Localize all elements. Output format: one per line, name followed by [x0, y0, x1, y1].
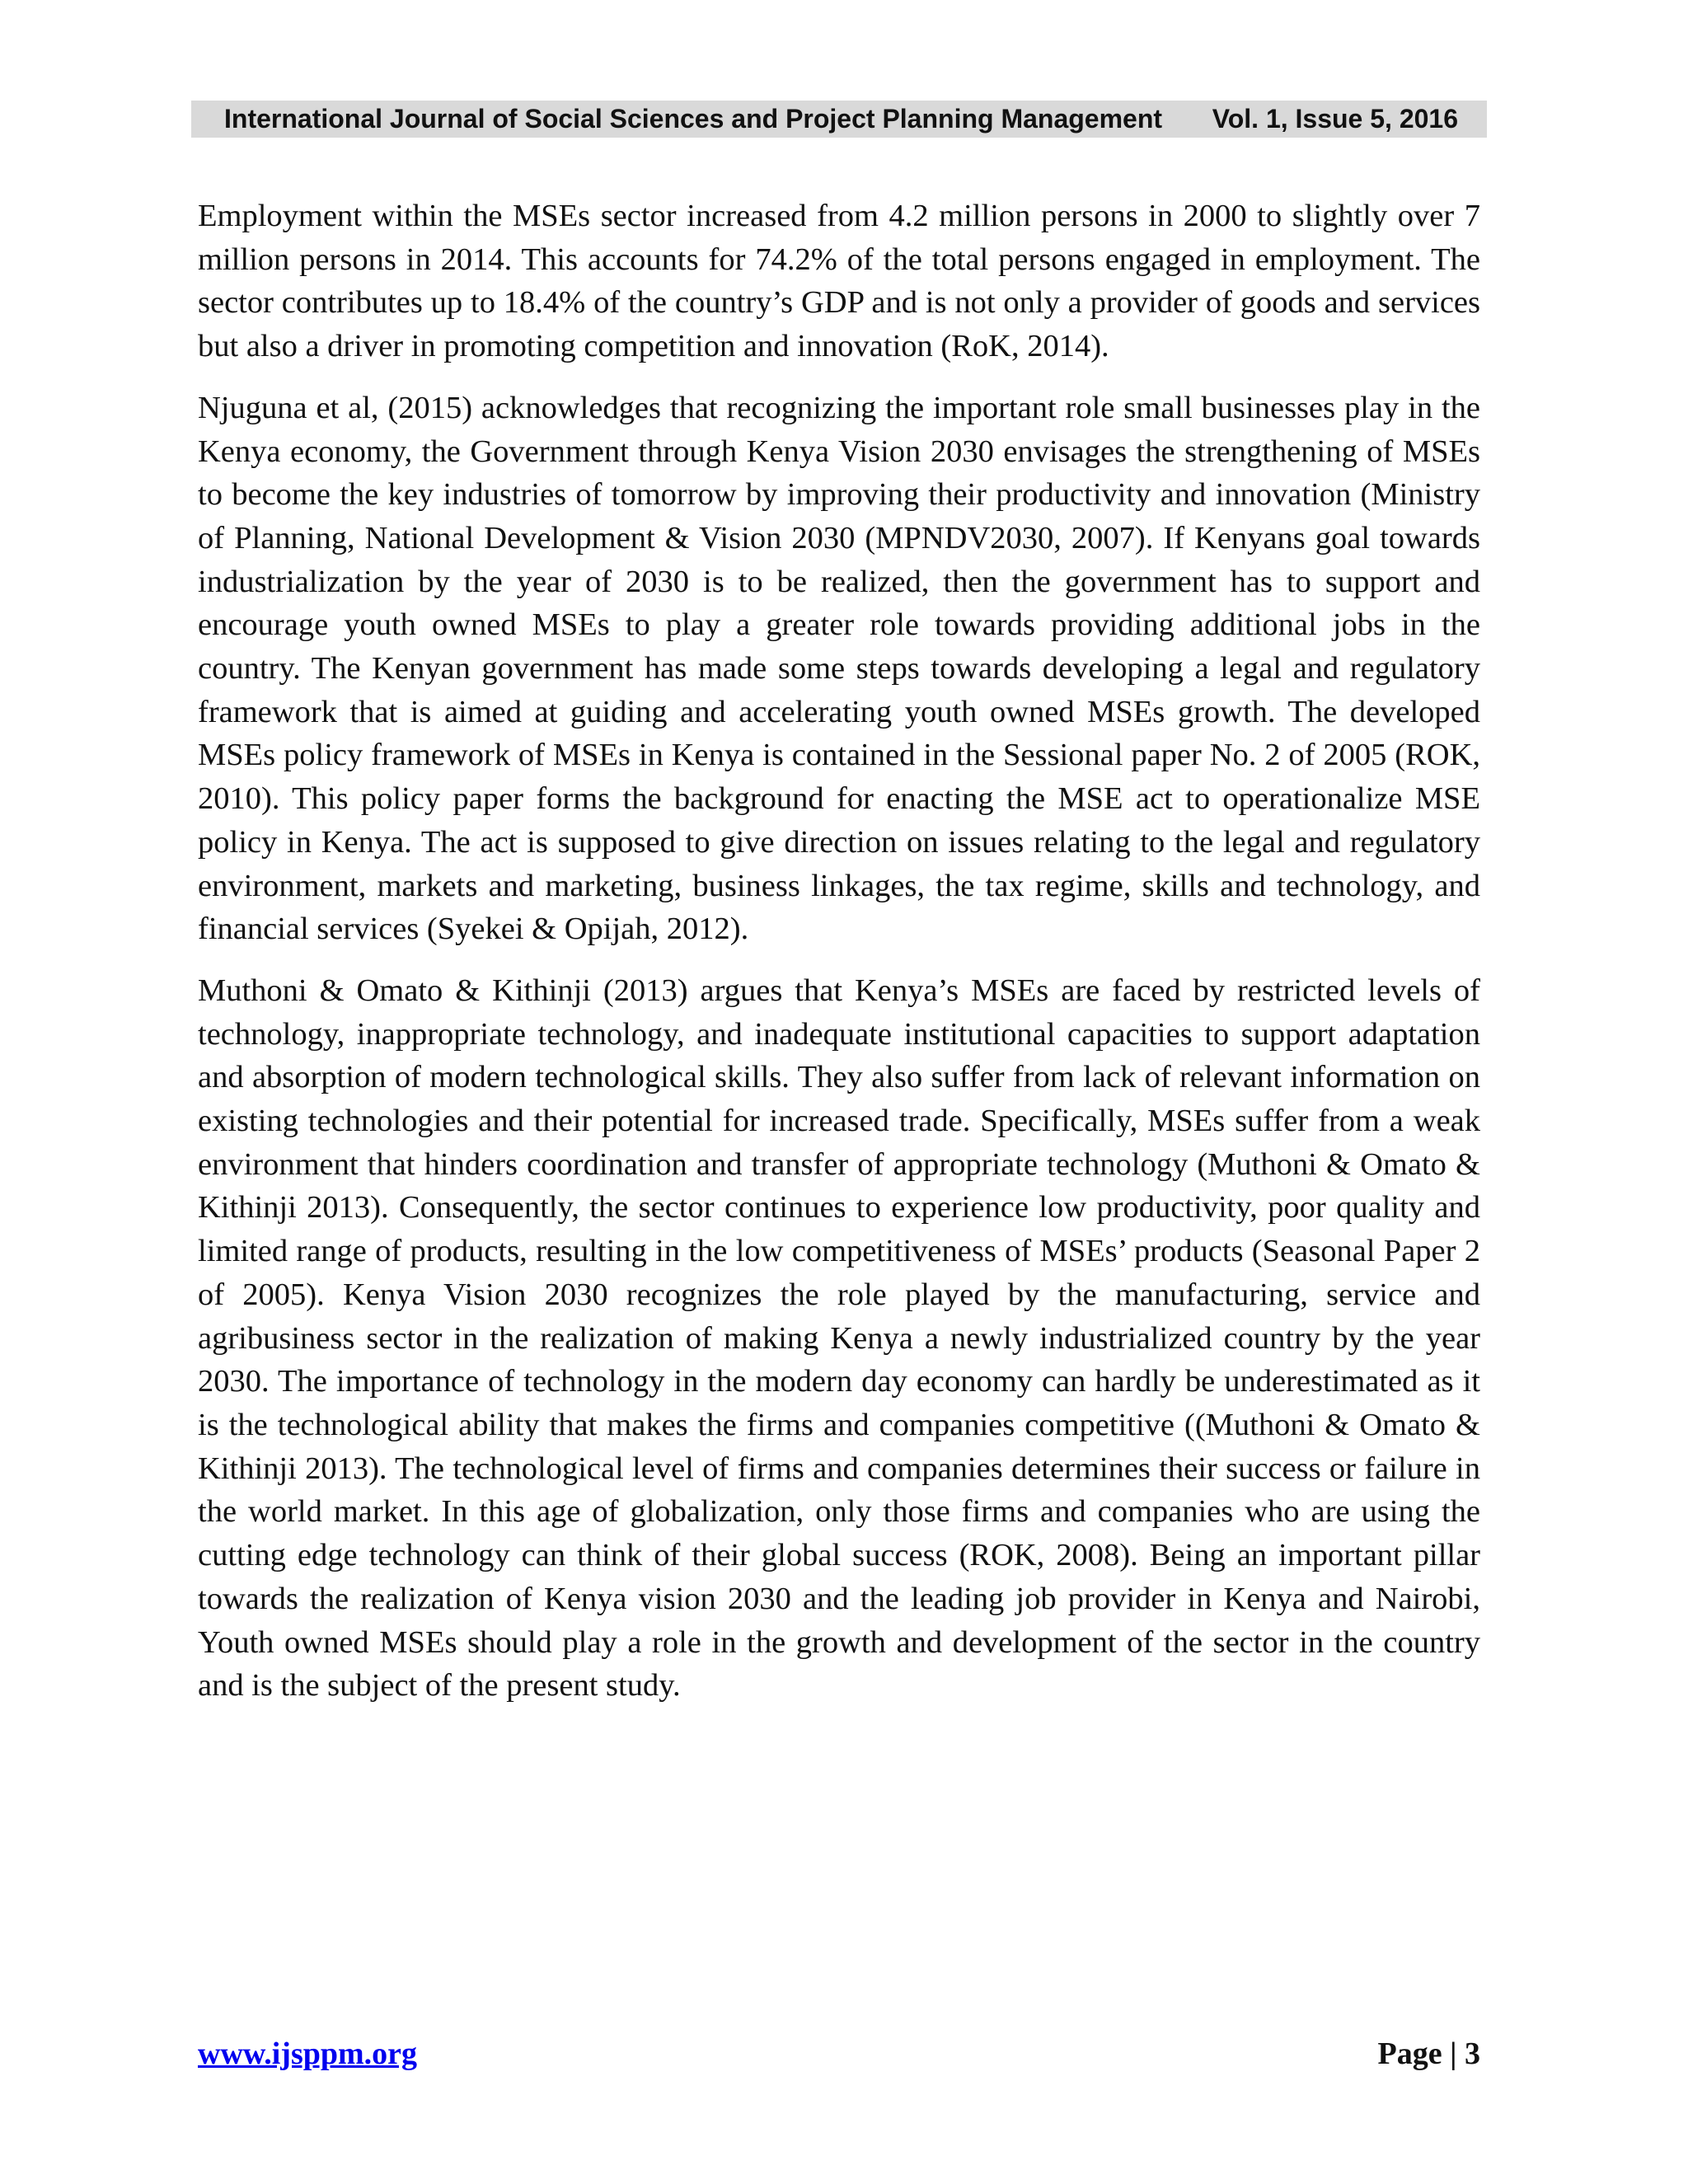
body-text	[198, 194, 1480, 1726]
running-header	[191, 101, 1487, 138]
journal-title: International Journal of Social Sciences and Project Planning Management	[224, 104, 1163, 134]
page-footer	[198, 2036, 1480, 2077]
website-link[interactable]: www.ijsppm.org	[198, 2036, 418, 2071]
paragraph: Employment within the MSEs sector increased from 4.2 million persons in 2000 to slightly over 7 million persons in 2014. This accounts for 74.2% of the total persons engaged in employment. The sector contributes up to 18.4% of the country’s GDP and is not only a provider of goods and services but also a driver in promoting competition and innovation (RoK, 2014).	[198, 199, 1480, 364]
page-number: Page | 3	[1377, 2036, 1480, 2071]
paragraph: Njuguna et al, (2015) acknowledges that recognizing the important role small businesses play in the Kenya economy, the Government through Kenya Vision 2030 envisages the strengthening of MSEs to become the key industries of tomorrow by improving their productivity and innovation (Ministry of Planning, National Development & Vision 2030 (MPNDV2030, 2007). If Kenyans goal towards industrialization by the year of 2030 is to be realized, then the government has to support and encourage youth owned MSEs to play a greater role towards providing additional jobs in the country. The Kenyan government has made some steps towards developing a legal and regulatory framework that is aimed at guiding and accelerating youth owned MSEs growth. The developed MSEs policy framework of MSEs in Kenya is contained in the Sessional paper No. 2 of 2005 (ROK, 2010). This policy paper forms the background for enacting the MSE act to operationalize MSE policy in Kenya. The act is supposed to give direction on issues relating to the legal and regulatory environment, markets and marketing, business linkages, the tax regime, skills and technology, and financial services (Syekei & Opijah, 2012).	[198, 390, 1480, 947]
volume-issue: Vol. 1, Issue 5, 2016	[1212, 104, 1458, 134]
paragraph: Muthoni & Omato & Kithinji (2013) argues that Kenya’s MSEs are faced by restricted levels of technology, inappropriate technology, and inadequate institutional capacities to support adaptation and absorption of modern technological skills. They also suffer from lack of relevant information on existing technologies and their potential for increased trade. Specifically, MSEs suffer from a weak environment that hinders coordination and transfer of appropriate technology (Muthoni & Omato & Kithinji 2013). Consequently, the sector continues to experience low productivity, poor quality and limited range of products, resulting in the low competitiveness of MSEs’ products (Seasonal Paper 2 of 2005). Kenya Vision 2030 recognizes the role played by the manufacturing, service and agribusiness sector in the realization of making Kenya a newly industrialized country by the year 2030. The importance of technology in the modern day economy can hardly be underestimated as it is the technological ability that makes the firms and companies competitive ((Muthoni & Omato & Kithinji 2013). The technological level of firms and companies determines their success or failure in the world market. In this age of globalization, only those firms and companies who are using the cutting edge technology can think of their global success (ROK, 2008). Being an important pillar towards the realization of Kenya vision 2030 and the leading job provider in Kenya and Nairobi, Youth owned MSEs should play a role in the growth and development of the sector in the country and is the subject of the present study.	[198, 972, 1480, 1704]
